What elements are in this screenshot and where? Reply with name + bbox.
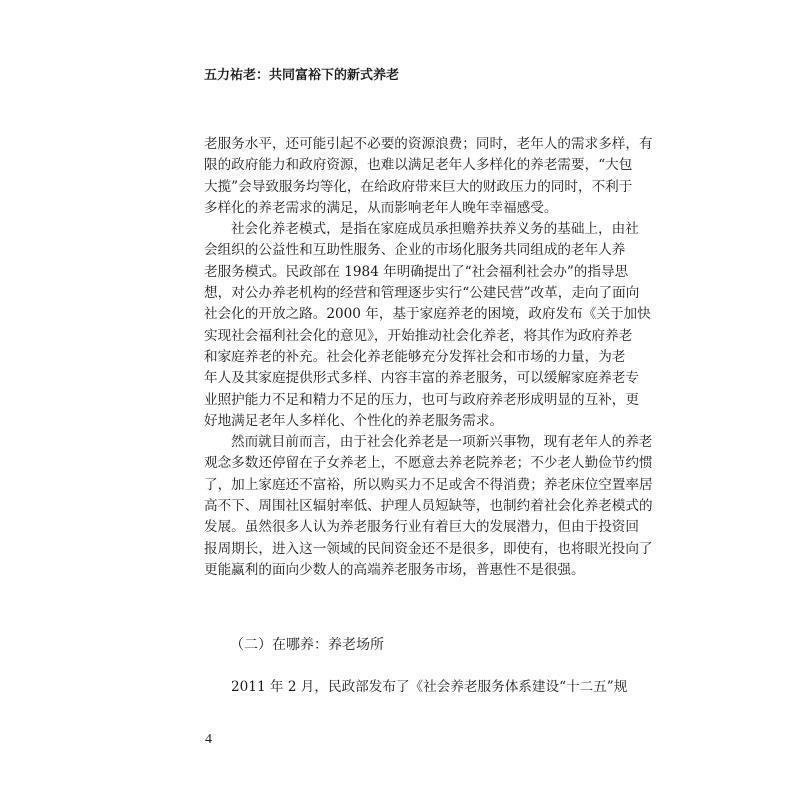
text-line: 老服务水平，还可能引起不必要的资源浪费；同时，老年人的需求多样，有 <box>204 136 653 152</box>
text-line: 高不下、周围社区辐射率低、护理人员短缺等，也制约着社会化养老模式的 <box>204 498 653 515</box>
text-line: 2011 年 2 月，民政部发布了《社会养老服务体系建设“十二五”规 <box>231 679 628 695</box>
body-text <box>204 134 653 581</box>
page-number: 4 <box>205 732 212 747</box>
paragraph-2 <box>204 219 651 432</box>
section-heading: （二）在哪养：养老场所 <box>230 637 384 653</box>
text-line: 报周期长，进入这一领域的民间资金还不是很多，即使有，也将眼光投向了 <box>204 540 653 557</box>
text-line: 社会化的开放之路。2000 年，基于家庭养老的困境，政府发布《关于加快 <box>204 306 651 323</box>
text-line: 更能赢利的面向少数人的高端养老服务市场，普惠性不是很强。 <box>204 561 585 578</box>
running-head <box>204 66 399 86</box>
text-line: 想，对公办养老机构的经营和管理逐步实行“公建民营”改革，走向了面向 <box>204 285 640 302</box>
text-line: 年人及其家庭提供形式多样、内容丰富的养老服务，可以缓解家庭养老专 <box>204 370 639 387</box>
paragraph-4 <box>204 677 628 698</box>
text-line: 好地满足老年人多样化、个性化的养老服务需求。 <box>204 412 504 429</box>
text-line: 然而就目前而言，由于社会化养老是一项新兴事物，现有老年人的养老 <box>231 434 653 451</box>
text-line: 和家庭养老的补充。社会化养老能够充分发挥社会和市场的力量，为老 <box>204 348 626 365</box>
running-head-title-rest: ：共同富裕下的新式养老 <box>256 68 400 83</box>
text-line: 老服务模式。民政部在 1984 年明确提出了“社会福利社会办”的指导思 <box>204 263 629 280</box>
text-line: 限的政府能力和政府资源，也难以满足老年人多样化的养老需要，“大包 <box>204 157 633 174</box>
text-line: 多样化的养老需求的满足，从而影响老年人晚年幸福感受。 <box>204 199 558 216</box>
text-line: 大揽”会导致服务均等化，在给政府带来巨大的财政压力的同时，不利于 <box>204 178 633 195</box>
text-line: 观念多数还停留在子女养老上，不愿意去养老院养老；不少老人勤俭节约惯 <box>204 455 653 472</box>
text-line: 会组织的公益性和互助性服务、企业的市场化服务共同组成的老年人养 <box>204 242 626 259</box>
text-line: 实现社会福利社会化的意见》，开始推动社会化养老，将其作为政府养老 <box>204 327 633 344</box>
text-line: 社会化养老模式，是指在家庭成员承担赡养扶养义务的基础上，由社 <box>231 221 639 238</box>
paragraph-1 <box>204 134 653 219</box>
paragraph-3 <box>204 432 653 581</box>
text-line: 发展。虽然很多人认为养老服务行业有着巨大的发展潜力，但由于投资回 <box>204 519 639 536</box>
running-head-title-bold: 五力祐老 <box>204 68 257 83</box>
text-line: 业照护能力不足和精力不足的压力，也可与政府养老形成明显的互补，更 <box>204 391 639 408</box>
text-line: 了，加上家庭还不富裕，所以购买力不足或舍不得消费；养老床位空置率居 <box>204 476 653 493</box>
